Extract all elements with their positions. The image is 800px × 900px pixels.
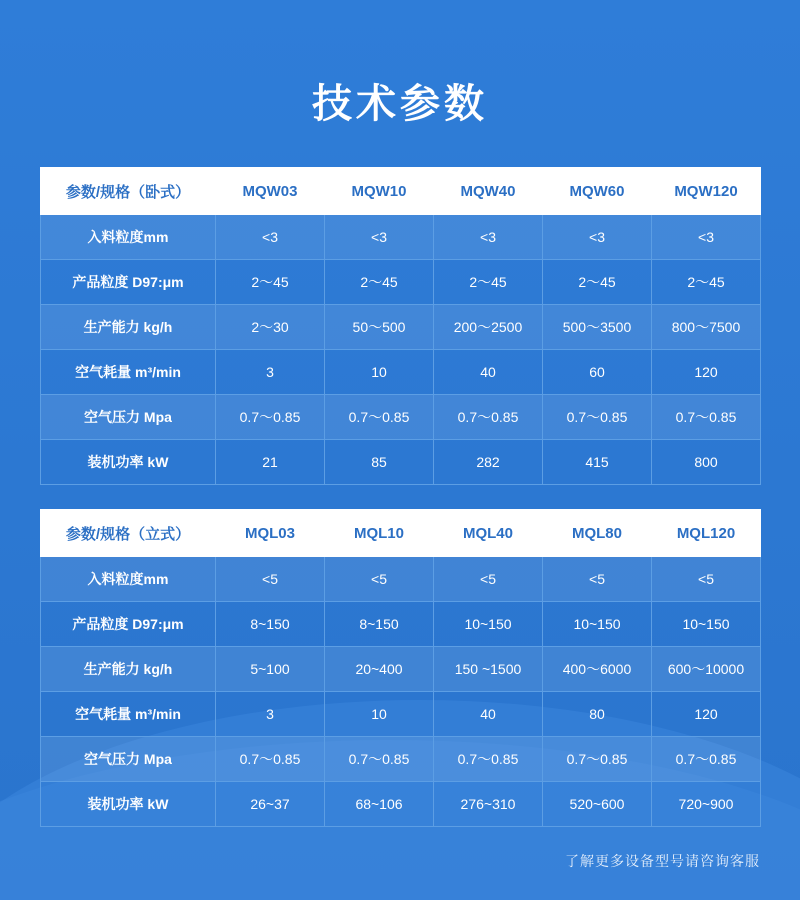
table-cell: <5 <box>543 557 652 602</box>
table-row <box>41 260 761 305</box>
table-cell: 0.7～0.85 <box>652 395 761 440</box>
table-cell: <3 <box>652 215 761 260</box>
column-header: MQW40 <box>434 168 543 215</box>
table-cell: 282 <box>434 440 543 485</box>
column-header: 参数/规格（立式） <box>41 510 216 557</box>
table-cell: 600～10000 <box>652 647 761 692</box>
column-header: MQW60 <box>543 168 652 215</box>
table-header-row <box>41 168 761 215</box>
table-cell: 0.7～0.85 <box>434 737 543 782</box>
row-label: 空气压力 Mpa <box>41 737 216 782</box>
table-cell: 50～500 <box>325 305 434 350</box>
row-label: 入料粒度mm <box>41 557 216 602</box>
table-row <box>41 602 761 647</box>
tables-container <box>40 167 760 827</box>
row-label: 生产能力 kg/h <box>41 305 216 350</box>
table-cell: 21 <box>216 440 325 485</box>
table-row <box>41 692 761 737</box>
table-cell: 276~310 <box>434 782 543 827</box>
table-row <box>41 350 761 395</box>
table-cell: 0.7～0.85 <box>543 737 652 782</box>
table-cell: 120 <box>652 350 761 395</box>
table-cell: <5 <box>325 557 434 602</box>
row-label: 入料粒度mm <box>41 215 216 260</box>
table-cell: 720~900 <box>652 782 761 827</box>
table-cell: 10~150 <box>652 602 761 647</box>
table-row <box>41 557 761 602</box>
row-label: 生产能力 kg/h <box>41 647 216 692</box>
table-cell: 200～2500 <box>434 305 543 350</box>
row-label: 装机功率 kW <box>41 440 216 485</box>
column-header: MQW10 <box>325 168 434 215</box>
column-header: 参数/规格（卧式） <box>41 168 216 215</box>
table-cell: 0.7～0.85 <box>543 395 652 440</box>
table-row <box>41 737 761 782</box>
table-cell: 3 <box>216 692 325 737</box>
table-cell: 120 <box>652 692 761 737</box>
footnote-text: 了解更多设备型号请咨询客服 <box>565 853 760 869</box>
row-label: 装机功率 kW <box>41 782 216 827</box>
table-cell: 10 <box>325 692 434 737</box>
table-cell: 2～45 <box>652 260 761 305</box>
row-label: 空气压力 Mpa <box>41 395 216 440</box>
column-header: MQW120 <box>652 168 761 215</box>
table-cell: 0.7～0.85 <box>434 395 543 440</box>
table-cell: 10~150 <box>434 602 543 647</box>
table-cell: <5 <box>216 557 325 602</box>
column-header: MQL03 <box>216 510 325 557</box>
table-cell: 400～6000 <box>543 647 652 692</box>
column-header: MQL120 <box>652 510 761 557</box>
table-row <box>41 305 761 350</box>
table-cell: 10 <box>325 350 434 395</box>
table-cell: 5~100 <box>216 647 325 692</box>
column-header: MQL10 <box>325 510 434 557</box>
table-cell: 0.7～0.85 <box>216 395 325 440</box>
table-cell: <3 <box>216 215 325 260</box>
table-row <box>41 215 761 260</box>
table-cell: 2～45 <box>434 260 543 305</box>
vertical-spec-table <box>40 509 761 827</box>
column-header: MQL80 <box>543 510 652 557</box>
table-cell: 8~150 <box>325 602 434 647</box>
horizontal-spec-table <box>40 167 761 485</box>
table-row <box>41 440 761 485</box>
table-cell: <3 <box>325 215 434 260</box>
table-cell: 0.7～0.85 <box>325 395 434 440</box>
table-cell: 500～3500 <box>543 305 652 350</box>
table-cell: 8~150 <box>216 602 325 647</box>
table-cell: <5 <box>652 557 761 602</box>
table-cell: 0.7～0.85 <box>325 737 434 782</box>
page-title: 技术参数 <box>312 82 488 126</box>
table-cell: 40 <box>434 692 543 737</box>
table-cell: 20~400 <box>325 647 434 692</box>
table-cell: 800 <box>652 440 761 485</box>
table-cell: 0.7～0.85 <box>216 737 325 782</box>
table-cell: 415 <box>543 440 652 485</box>
table-header-row <box>41 510 761 557</box>
table-row <box>41 647 761 692</box>
table-cell: 3 <box>216 350 325 395</box>
table-cell: 150 ~1500 <box>434 647 543 692</box>
row-label: 产品粒度 D97:μm <box>41 260 216 305</box>
table-cell: 2～30 <box>216 305 325 350</box>
table-cell: 68~106 <box>325 782 434 827</box>
column-header: MQL40 <box>434 510 543 557</box>
table-cell: 2～45 <box>543 260 652 305</box>
table-cell: <5 <box>434 557 543 602</box>
table-cell: <3 <box>434 215 543 260</box>
table-cell: 26~37 <box>216 782 325 827</box>
table-cell: 520~600 <box>543 782 652 827</box>
table-cell: 60 <box>543 350 652 395</box>
row-label: 空气耗量 m³/min <box>41 350 216 395</box>
row-label: 产品粒度 D97:μm <box>41 602 216 647</box>
table-cell: 2～45 <box>216 260 325 305</box>
table-cell: 10~150 <box>543 602 652 647</box>
table-cell: 40 <box>434 350 543 395</box>
table-cell: 80 <box>543 692 652 737</box>
table-cell: <3 <box>543 215 652 260</box>
table-row <box>41 782 761 827</box>
table-row <box>41 395 761 440</box>
column-header: MQW03 <box>216 168 325 215</box>
row-label: 空气耗量 m³/min <box>41 692 216 737</box>
table-cell: 800～7500 <box>652 305 761 350</box>
table-cell: 0.7～0.85 <box>652 737 761 782</box>
table-cell: 2～45 <box>325 260 434 305</box>
table-cell: 85 <box>325 440 434 485</box>
